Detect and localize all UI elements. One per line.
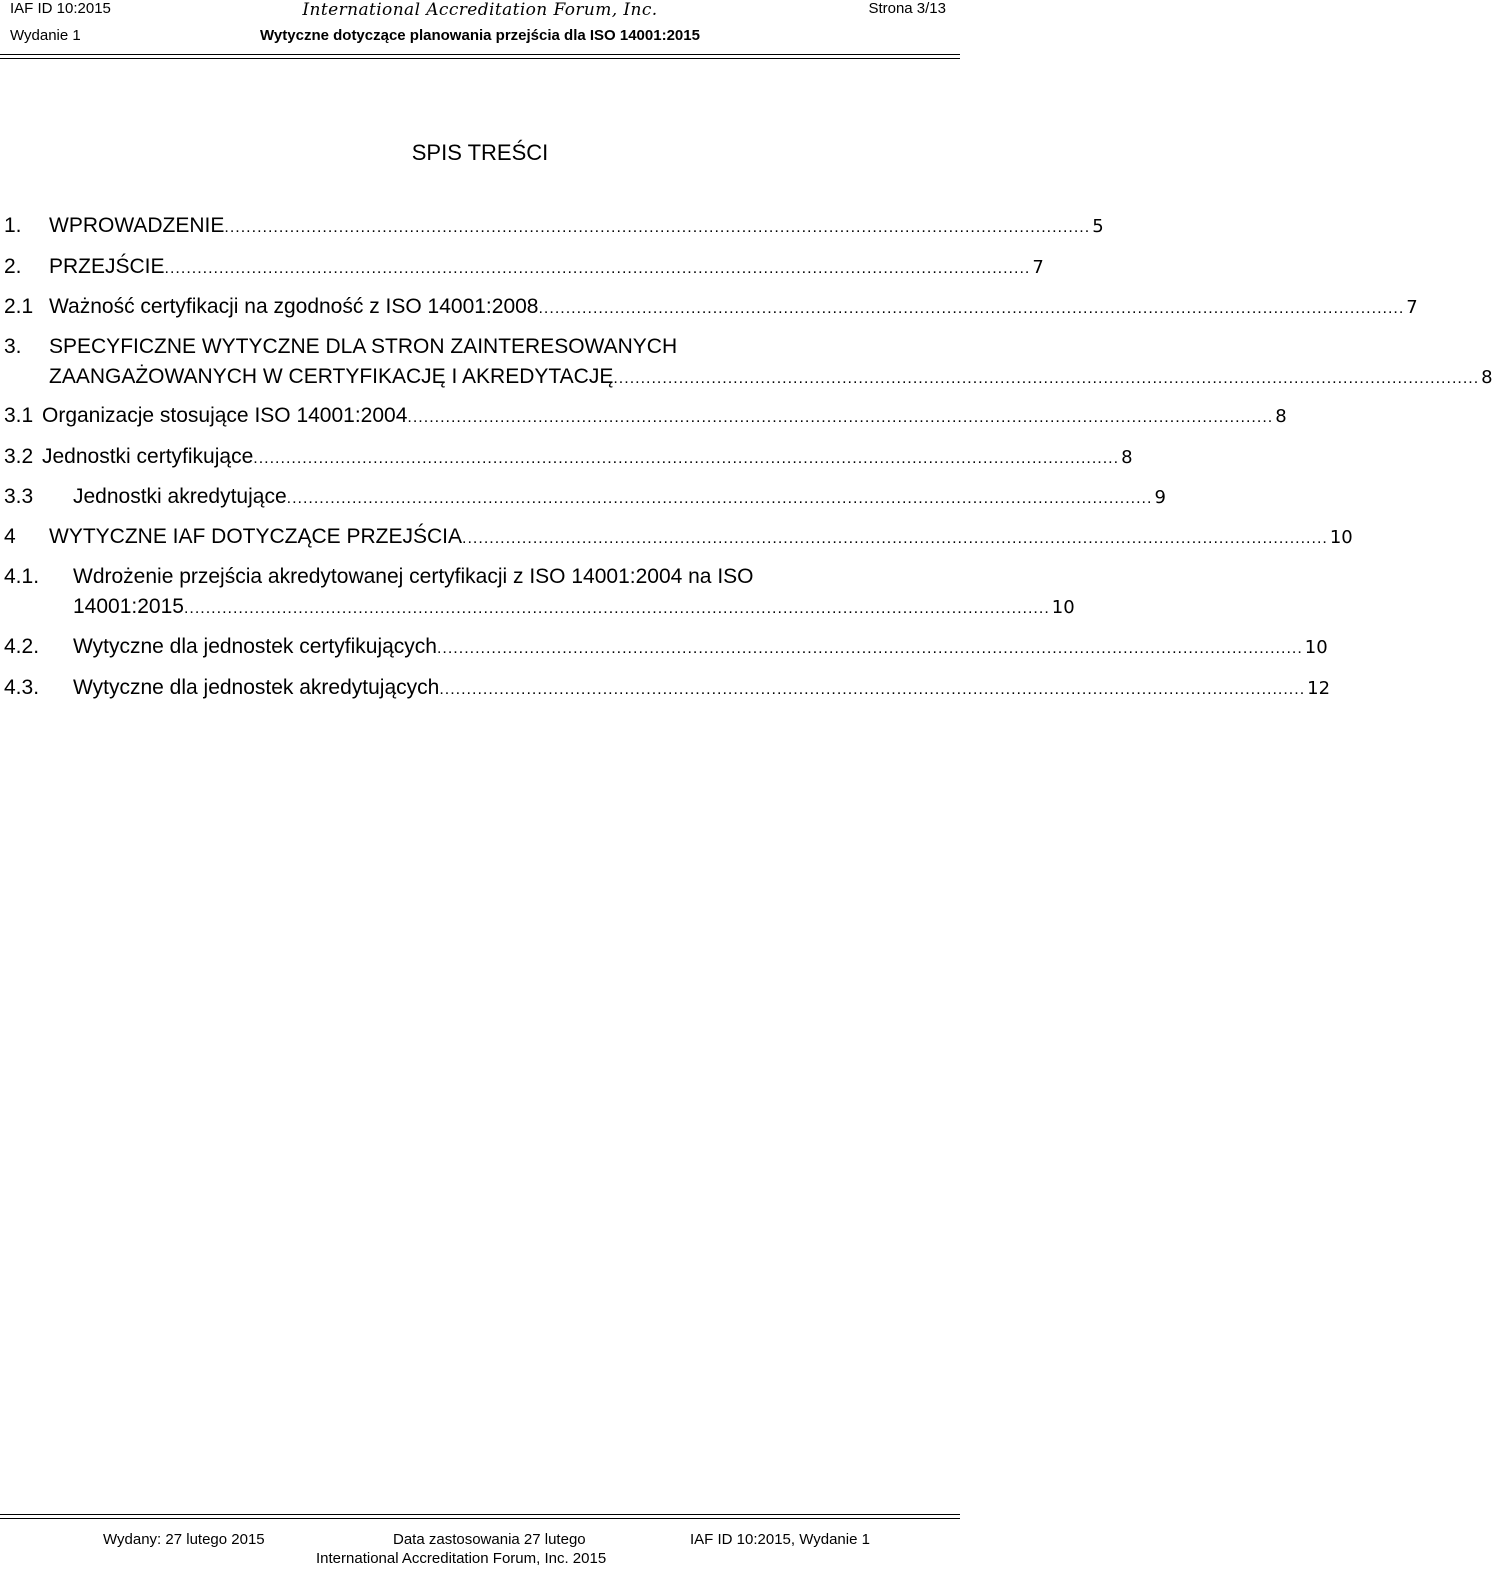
toc-entry-text: Wytyczne dla jednostek akredytujących <box>73 676 440 699</box>
toc-entry-text: WPROWADZENIE <box>49 214 225 237</box>
toc-entry-text: Organizacje stosujące ISO 14001:2004 <box>42 404 408 427</box>
toc-entry-number: 3.1 <box>4 404 34 427</box>
toc-leader: ............................................................................................................................................................... <box>439 681 1306 698</box>
header-divider <box>0 54 960 55</box>
header-divider-thin <box>0 58 960 59</box>
toc-entry-number: 2. <box>4 255 22 278</box>
toc-entry-number: 4.1. <box>4 565 40 588</box>
footer-application-date: Data zastosowania 27 lutego <box>393 1531 586 1548</box>
toc-leader: ............................................................................................................................................................... <box>286 490 1153 507</box>
toc-entry-page: 10 <box>1304 637 1328 658</box>
toc-entry-page: 8 <box>1481 367 1493 388</box>
footer-issued-date: Wydany: 27 lutego 2015 <box>103 1531 265 1548</box>
toc-entry-text: Ważność certyfikacji na zgodność z ISO 14001:2008 <box>49 295 539 318</box>
toc-entry-page: 8 <box>1121 447 1133 468</box>
toc-entry-page: 10 <box>1329 527 1353 548</box>
toc-entry-number: 4.2. <box>4 635 40 658</box>
toc-entry-text: Wytyczne dla jednostek certyfikujących <box>73 635 437 658</box>
toc-entry-text: Jednostki certyfikujące <box>42 445 254 468</box>
toc-entry-text-continued: 14001:2015 <box>73 595 184 618</box>
toc-entry-text: WYTYCZNE IAF DOTYCZĄCE PRZEJŚCIA <box>49 525 463 548</box>
footer-copyright: International Accreditation Forum, Inc. 2015 <box>316 1550 607 1567</box>
toc-entry-text: PRZEJŚCIE <box>49 255 165 278</box>
toc-leader: ............................................................................................................................................................... <box>183 600 1050 617</box>
footer-divider <box>0 1514 960 1515</box>
toc-entry-number: 3.3 <box>4 485 34 508</box>
toc-leader: ............................................................................................................................................................... <box>224 219 1091 236</box>
toc-entry-page: 8 <box>1275 406 1287 427</box>
header-doc-id: IAF ID 10:2015 <box>10 0 111 17</box>
toc-leader: ............................................................................................................................................................... <box>538 300 1405 317</box>
toc-leader: ............................................................................................................................................................... <box>164 260 1031 277</box>
footer-document-reference: IAF ID 10:2015, Wydanie 1 <box>690 1531 870 1548</box>
toc-entry-number: 4.3. <box>4 676 40 699</box>
toc-entry-text-continued: ZAANGAŻOWANYCH W CERTYFIKACJĘ I AKREDYTACJĘ <box>49 365 614 388</box>
toc-entry-page: 5 <box>1092 216 1104 237</box>
toc-entry-page: 7 <box>1032 257 1044 278</box>
toc-entry-number: 4 <box>4 525 16 548</box>
toc-leader: ............................................................................................................................................................... <box>407 409 1274 426</box>
toc-entry-page: 7 <box>1406 297 1418 318</box>
toc-entry-number: 2.1 <box>4 295 34 318</box>
header-row-bottom <box>0 27 960 49</box>
toc-entry-number: 3.2 <box>4 445 34 468</box>
toc-leader: ............................................................................................................................................................... <box>436 640 1303 657</box>
toc-entry-page: 9 <box>1154 487 1166 508</box>
toc-entry-number: 3. <box>4 335 22 358</box>
toc-entry-number: 1. <box>4 214 22 237</box>
header-edition: Wydanie 1 <box>10 27 81 44</box>
toc-title: SPIS TREŚCI <box>411 140 549 165</box>
header-organization: International Accreditation Forum, Inc. <box>302 0 658 20</box>
header-row-top <box>0 0 960 22</box>
toc-entry-text: Wdrożenie przejścia akredytowanej certyfikacji z ISO 14001:2004 na ISO <box>73 565 754 588</box>
toc-leader: ............................................................................................................................................................... <box>613 370 1480 387</box>
footer-divider-thin <box>0 1518 960 1519</box>
toc-entry-text: SPECYFICZNE WYTYCZNE DLA STRON ZAINTERESOWANYCH <box>49 335 678 358</box>
toc-entry-page: 12 <box>1307 678 1331 699</box>
toc-leader: ............................................................................................................................................................... <box>462 530 1328 547</box>
toc-entry-text: Jednostki akredytujące <box>73 485 287 508</box>
toc-leader: ............................................................................................................................................................... <box>253 450 1120 467</box>
header-page-number: Strona 3/13 <box>868 0 946 17</box>
toc-entry-page: 10 <box>1051 597 1075 618</box>
header-document-title: Wytyczne dotyczące planowania przejścia dla ISO 14001:2015 <box>260 27 700 44</box>
